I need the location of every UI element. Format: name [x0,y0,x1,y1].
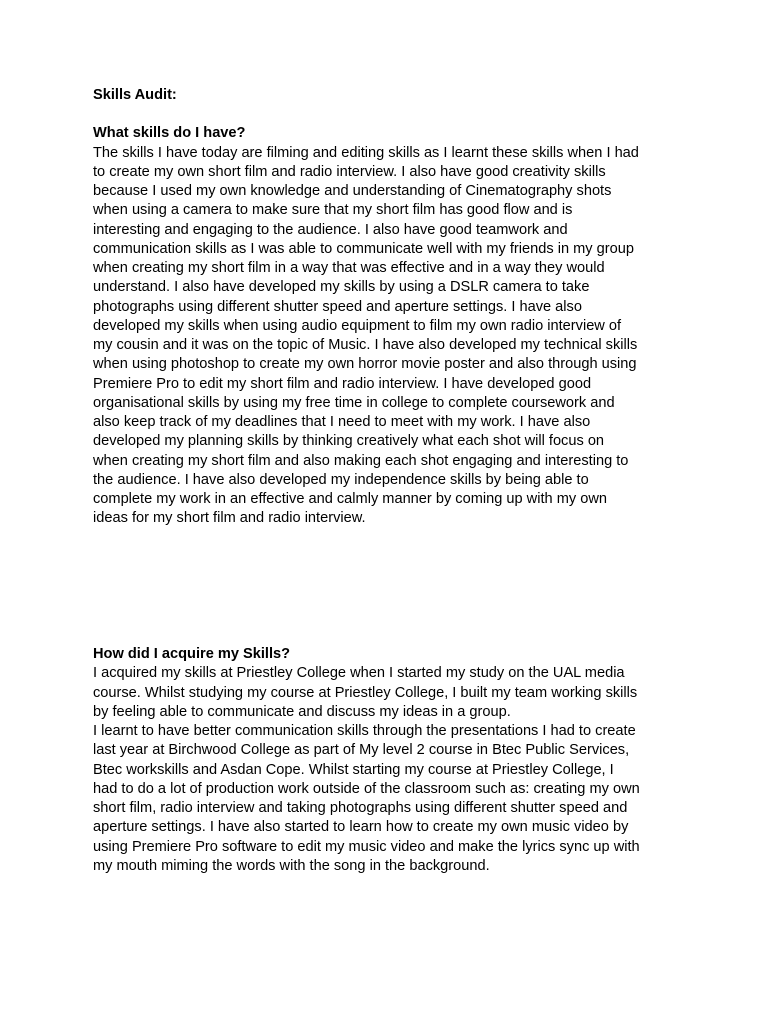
section1-paragraph [93,144,693,529]
text-line: when using photoshop to create my own horror movie poster and also through using [93,356,637,373]
text-line: when creating my short film in a way that was effective and in a way they would [93,260,605,276]
section-skills-have [93,86,693,529]
section2-paragraph-2 [93,722,693,876]
text-line: Premiere Pro to edit my short film and radio interview. I have developed good [93,375,592,392]
section2-paragraph-1 [93,664,693,722]
text-line: complete my work in an effective and calmly manner by coming up with my own [93,491,607,507]
text-line: photographs using different shutter speed and aperture settings. I have also [93,298,582,315]
section1-heading: What skills do I have? [93,125,246,142]
text-line: last year at Birchwood College as part of My level 2 course in Btec Public Services, [93,742,630,759]
text-line: developed my skills when using audio equipment to film my own radio interview of [93,317,622,334]
text-line: my cousin and it was on the topic of Music. I have also developed my technical skills [93,337,638,353]
text-line: when using a camera to make sure that my short film has good flow and is [93,202,573,219]
text-line: developed my planning skills by thinking creatively what each shot will focus on [93,433,605,450]
text-line: because I used my own knowledge and understanding of Cinematography shots [93,183,612,199]
section2-heading: How did I acquire my Skills? [93,646,291,662]
text-line: understand. I also have developed my skills by using a DSLR camera to take [93,279,590,296]
text-line: when creating my short film and also making each shot engaging and interesting to [93,452,629,469]
text-line: communication skills as I was able to communicate well with my friends in my group [93,240,634,257]
section-skills-acquire [93,645,693,876]
text-line: the audience. I have also developed my independence skills by being able to [93,471,589,488]
text-line: Btec workskills and Asdan Cope. Whilst starting my course at Priestley College, I [93,761,614,778]
text-line: I acquired my skills at Priestley College when I started my study on the UAL media [93,665,625,682]
text-line: using Premiere Pro software to edit my music video and make the lyrics sync up with [93,838,640,855]
text-line: my mouth miming the words with the song in the background. [93,857,490,874]
text-line: The skills I have today are filming and editing skills as I learnt these skills when I had [93,144,639,161]
text-line: organisational skills by using my free time in college to complete coursework and [93,394,615,411]
text-line: also keep track of my deadlines that I need to meet with my work. I have also [93,414,591,430]
spacer [93,105,693,124]
text-line: ideas for my short film and radio interview. [93,510,366,527]
document-title: Skills Audit: [93,87,177,103]
text-line: course. Whilst studying my course at Priestley College, I built my team working skills [93,684,638,701]
text-line: interesting and engaging to the audience. I also have good teamwork and [93,221,568,238]
text-line: short film, radio interview and taking photographs using different shutter speed and [93,800,628,816]
text-line: to create my own short film and radio interview. I also have good creativity skills [93,163,606,180]
text-line: I learnt to have better communication skills through the presentations I had to create [93,723,636,739]
text-line: had to do a lot of production work outside of the classroom such as: creating my own [93,780,640,797]
text-line: aperture settings. I have also started to learn how to create my own music video by [93,819,629,836]
text-line: by feeling able to communicate and discuss my ideas in a group. [93,703,511,720]
